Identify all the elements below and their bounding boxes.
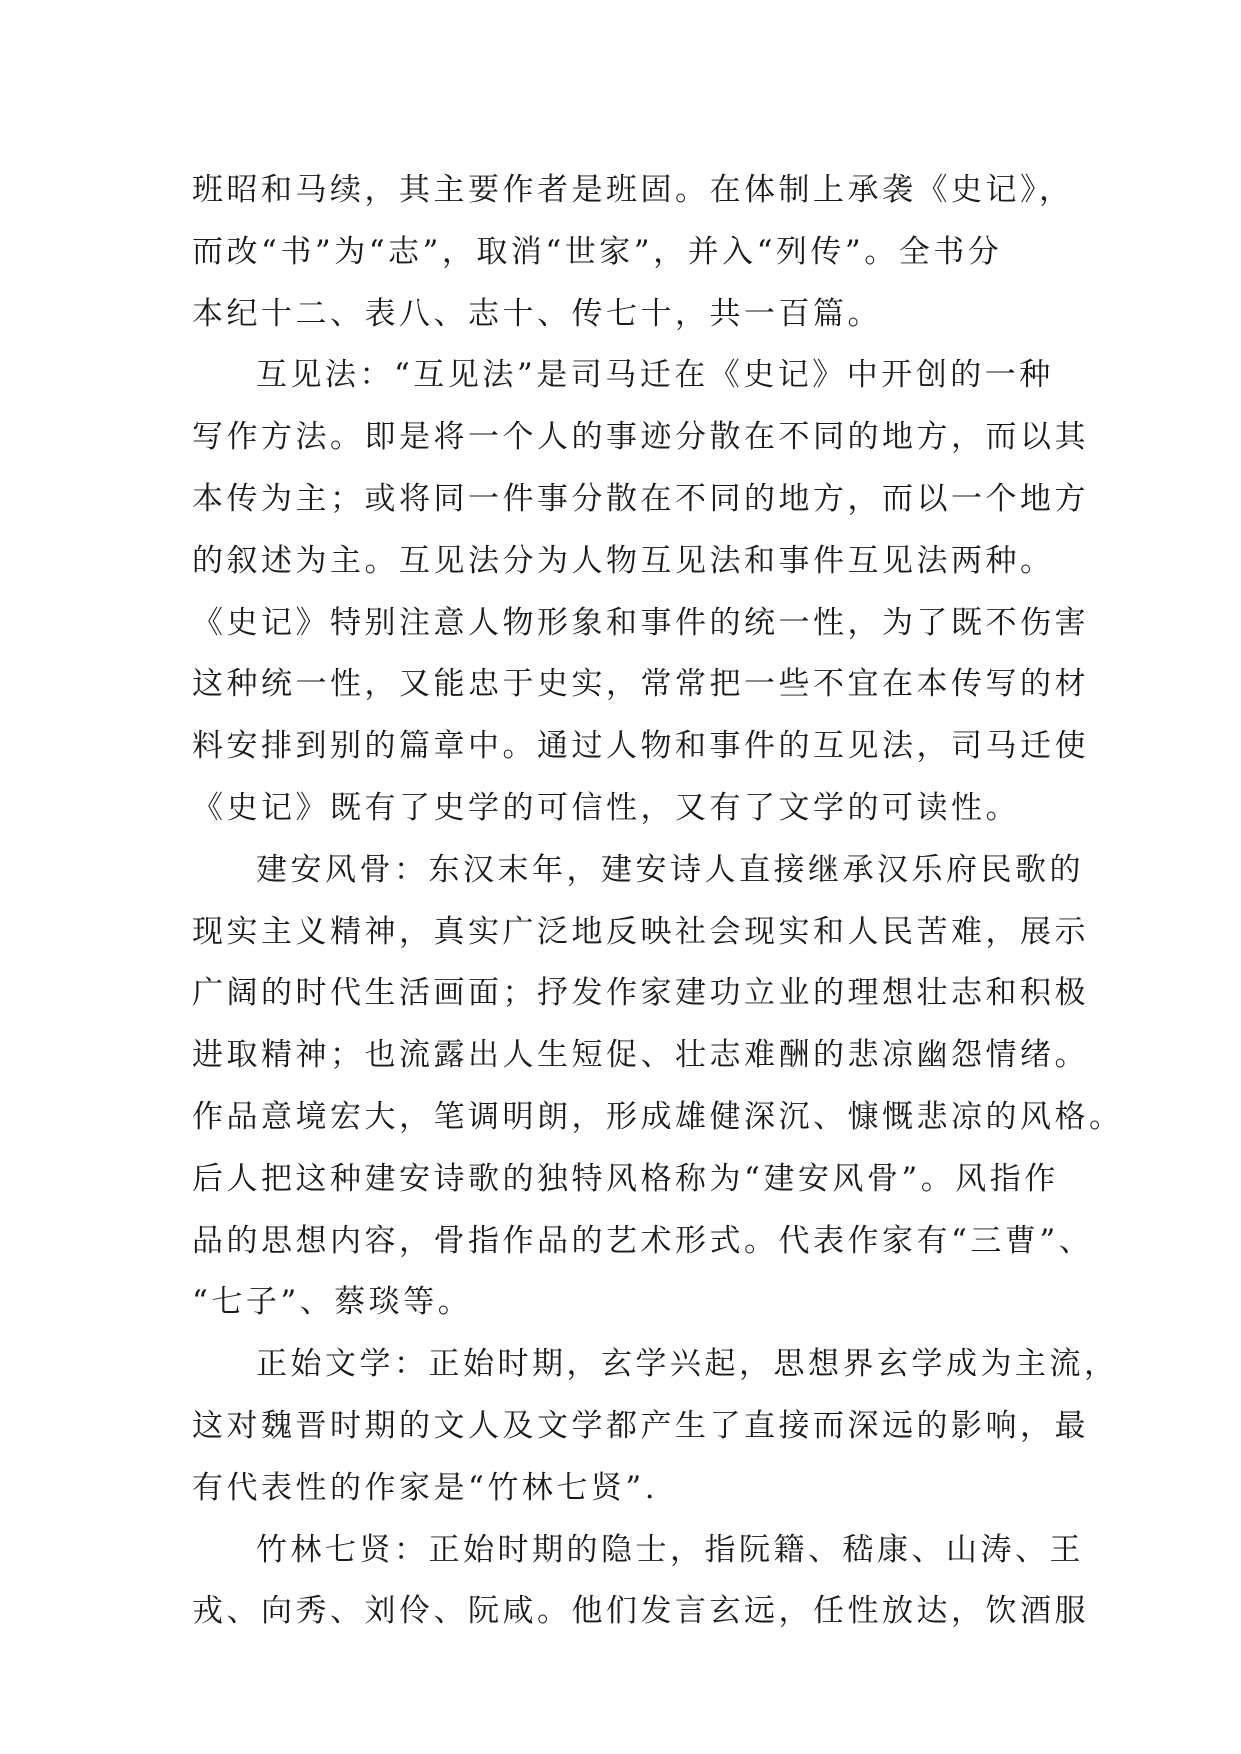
text-line: 进取精神；也流露出人生短促、壮志难酬的悲凉幽怨情绪。	[192, 1037, 1089, 1074]
text-line: 本传为主；或将同一件事分散在不同的地方，而以一个地方	[192, 480, 1089, 517]
text-line: 而改“书”为“志”，取消“世家”，并入“列传”。全书分	[192, 233, 1003, 270]
text-line: 的叙述为主。互见法分为人物互见法和事件互见法两种。	[192, 542, 1055, 579]
text-line: 有代表性的作家是“竹林七贤”.	[192, 1469, 659, 1506]
paragraph-start-jianan-fenggu: 建安风骨：东汉末年，建安诗人直接继承汉乐府民歌的	[256, 851, 1084, 888]
text-line: 这种统一性，又能忠于史实，常常把一些不宜在本传写的材	[192, 666, 1089, 703]
paragraph-start-zhengshi-wenxue: 正始文学：正始时期，玄学兴起，思想界玄学成为主流，	[256, 1346, 1119, 1383]
text-line: 作品意境宏大，笔调明朗，形成雄健深沉、慷慨悲凉的风格。	[192, 1098, 1124, 1135]
body-text	[192, 160, 1124, 1643]
text-line: 戎、向秀、刘伶、阮咸。他们发言玄远，任性放达，饮酒服	[192, 1593, 1089, 1630]
paragraph-start-hujianfa: 互见法：“互见法”是司马迁在《史记》中开创的一种	[256, 357, 1054, 394]
paragraph-start-zhulin-qixian: 竹林七贤：正始时期的隐士，指阮籍、嵇康、山涛、王	[256, 1531, 1084, 1568]
text-line: 写作方法。即是将一个人的事迹分散在不同的地方，而以其	[192, 419, 1089, 456]
text-line: 品的思想内容，骨指作品的艺术形式。代表作家有“三曹”、	[192, 1222, 1094, 1259]
text-line: 本纪十二、表八、志十、传七十，共一百篇。	[192, 295, 882, 332]
text-line: 料安排到别的篇章中。通过人物和事件的互见法，司马迁使	[192, 728, 1089, 765]
text-line: 班昭和马续，其主要作者是班固。在体制上承袭《史记》，	[192, 172, 1074, 208]
text-line: 现实主义精神，真实广泛地反映社会现实和人民苦难，展示	[192, 913, 1089, 950]
text-line: 这对魏晋时期的文人及文学都产生了直接而深远的影响，最	[192, 1407, 1089, 1444]
text-line: 广阔的时代生活画面；抒发作家建功立业的理想壮志和积极	[192, 975, 1089, 1012]
text-line: 《史记》特别注意人物形象和事件的统一性，为了既不伤害	[192, 604, 1089, 641]
text-line: “七子”、蔡琰等。	[192, 1284, 473, 1321]
text-line: 后人把这种建安诗歌的独特风格称为“建安风骨”。风指作	[192, 1160, 1059, 1197]
text-line: 《史记》既有了史学的可信性，又有了文学的可读性。	[192, 789, 1020, 826]
